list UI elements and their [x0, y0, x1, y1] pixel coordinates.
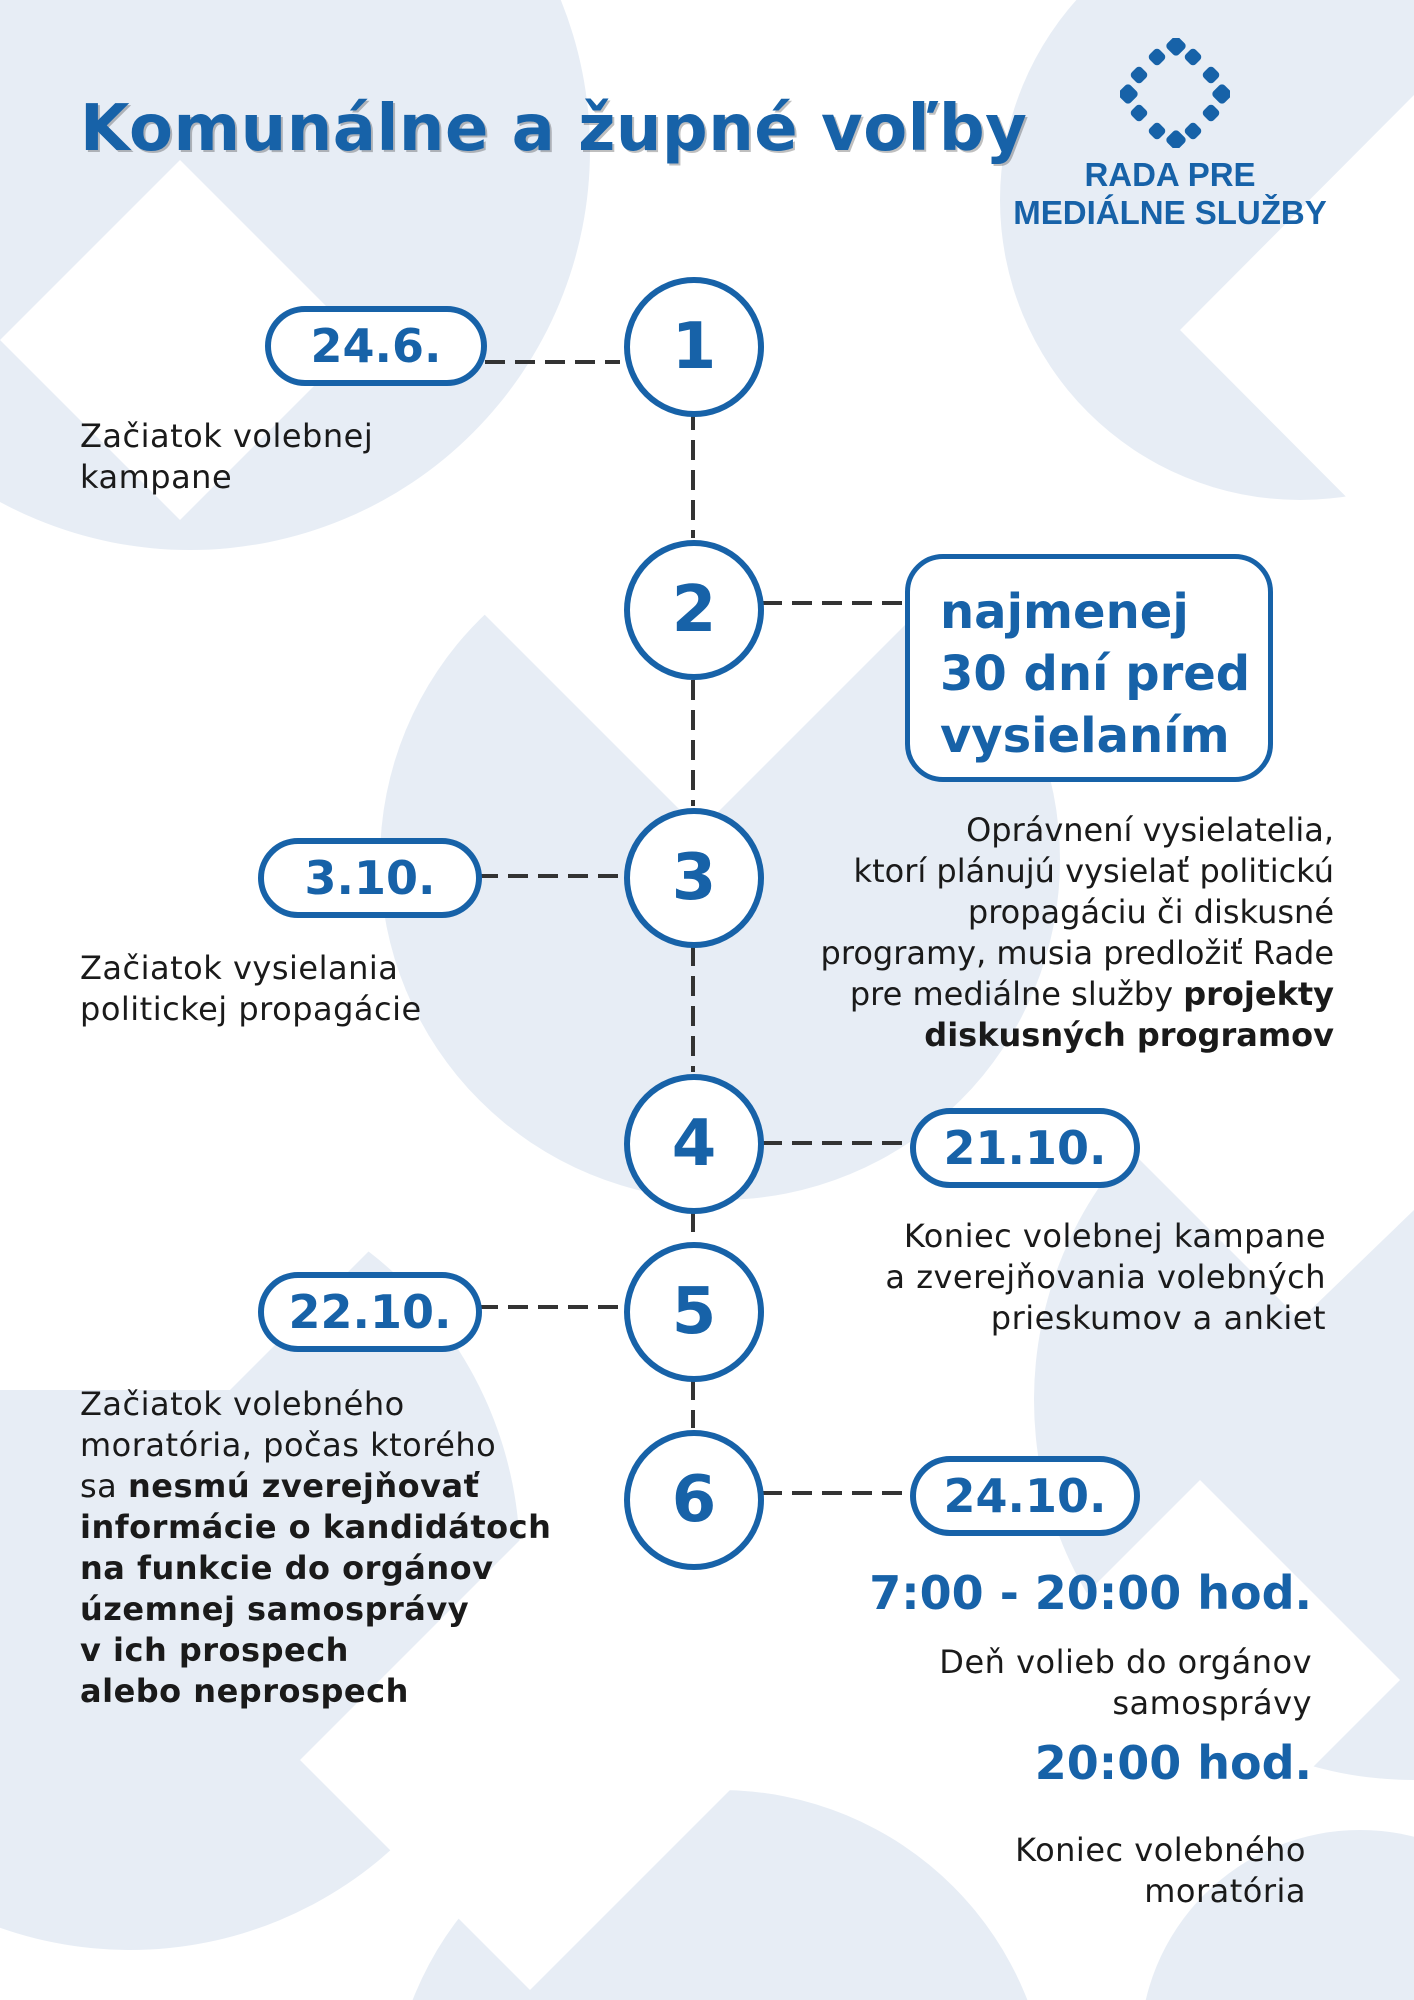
step-2-text-line-6	[760, 1015, 1334, 1056]
step-5-text-line-4	[80, 1507, 551, 1548]
step-2-text-bold-2: diskusných programov	[924, 1016, 1334, 1054]
step-5-text-line-1: Začiatok volebného	[80, 1385, 405, 1423]
step-6-text2-line-1: Koniec volebného	[1015, 1831, 1306, 1869]
step-2-text-line-2: ktorí plánujú vysielať politickú	[853, 852, 1334, 890]
step-1-description	[80, 416, 373, 498]
step-3-text-line-1: Začiatok vysielania	[80, 949, 399, 987]
step-5-text-line-2: moratória, počas ktorého	[80, 1426, 497, 1464]
step-4-description	[760, 1216, 1326, 1339]
step-2-highlight-box	[905, 554, 1273, 782]
step-5-text-line-5	[80, 1548, 551, 1589]
step-5-text-line-3	[80, 1466, 551, 1507]
step-6-description-1	[760, 1642, 1312, 1724]
step-5-circle: 5	[624, 1242, 764, 1382]
step-6-text2-line-2: moratória	[1144, 1872, 1306, 1910]
step-3-text-line-2: politickej propagácie	[80, 990, 422, 1028]
step-2-highlight-line-3: vysielaním	[940, 708, 1230, 764]
step-5-text-bold-4: územnej samosprávy	[80, 1590, 470, 1628]
step-4-circle: 4	[624, 1074, 764, 1214]
step-1-text-line-2: kampane	[80, 458, 233, 496]
step-5-text-bold-5: v ich prospech	[80, 1631, 349, 1669]
step-6-time-end: 20:00 hod.	[1034, 1736, 1312, 1790]
step-2-text-bold-1: projekty	[1183, 975, 1334, 1013]
step-5-text-bold-2: informácie o kandidátoch	[80, 1508, 552, 1546]
step-4-text-line-2: a zverejňovania volebných	[885, 1258, 1326, 1296]
step-5-text-line-6	[80, 1589, 551, 1630]
step-5-text-plain-end: sa	[80, 1467, 128, 1505]
step-2-text-line-3: propagáciu či diskusné	[967, 893, 1334, 931]
step-5-text-line-7	[80, 1630, 551, 1671]
step-5-date: 22.10.	[258, 1272, 482, 1352]
step-1-date: 24.6.	[265, 306, 487, 386]
step-6-text1-line-2: samosprávy	[1112, 1684, 1312, 1722]
step-6-date: 24.10.	[910, 1456, 1140, 1536]
step-2-highlight-line-1: najmenej	[940, 584, 1189, 640]
logo-line-2: MEDIÁLNE SLUŽBY	[1013, 194, 1327, 231]
step-2-text-plain-end: pre mediálne služby	[849, 975, 1184, 1013]
step-3-date: 3.10.	[258, 838, 482, 918]
step-2-highlight-line-2: 30 dní pred	[940, 646, 1251, 702]
step-1-circle: 1	[624, 277, 764, 417]
step-2-text-line-1: Oprávnení vysielatelia,	[966, 811, 1334, 849]
step-6-circle: 6	[624, 1430, 764, 1570]
step-4-date: 21.10.	[910, 1108, 1140, 1188]
step-5-description	[80, 1384, 551, 1712]
step-5-text-line-8	[80, 1671, 551, 1712]
step-6-time-range: 7:00 - 20:00 hod.	[869, 1566, 1312, 1620]
step-4-text-line-1: Koniec volebnej kampane	[903, 1217, 1326, 1255]
step-3-circle: 3	[624, 808, 764, 948]
step-2-text-line-5	[760, 974, 1334, 1015]
logo-line-1: RADA PRE	[1084, 156, 1256, 193]
step-2-text-line-4: programy, musia predložiť Rade	[820, 934, 1334, 972]
step-6-description-2	[760, 1830, 1306, 1912]
step-6-text1-line-1: Deň volieb do orgánov	[939, 1643, 1312, 1681]
step-3-description	[80, 948, 422, 1030]
step-5-text-bold-6: alebo neprospech	[80, 1672, 409, 1710]
step-2-description	[760, 810, 1334, 1056]
step-4-text-line-3: prieskumov a ankiet	[990, 1299, 1326, 1337]
step-5-text-bold-1: nesmú zverejňovať	[127, 1467, 480, 1505]
page-title: Komunálne a župné voľby	[80, 92, 1028, 166]
step-2-circle: 2	[624, 540, 764, 680]
step-5-text-bold-3: na funkcie do orgánov	[80, 1549, 494, 1587]
step-1-text-line-1: Začiatok volebnej	[80, 417, 374, 455]
